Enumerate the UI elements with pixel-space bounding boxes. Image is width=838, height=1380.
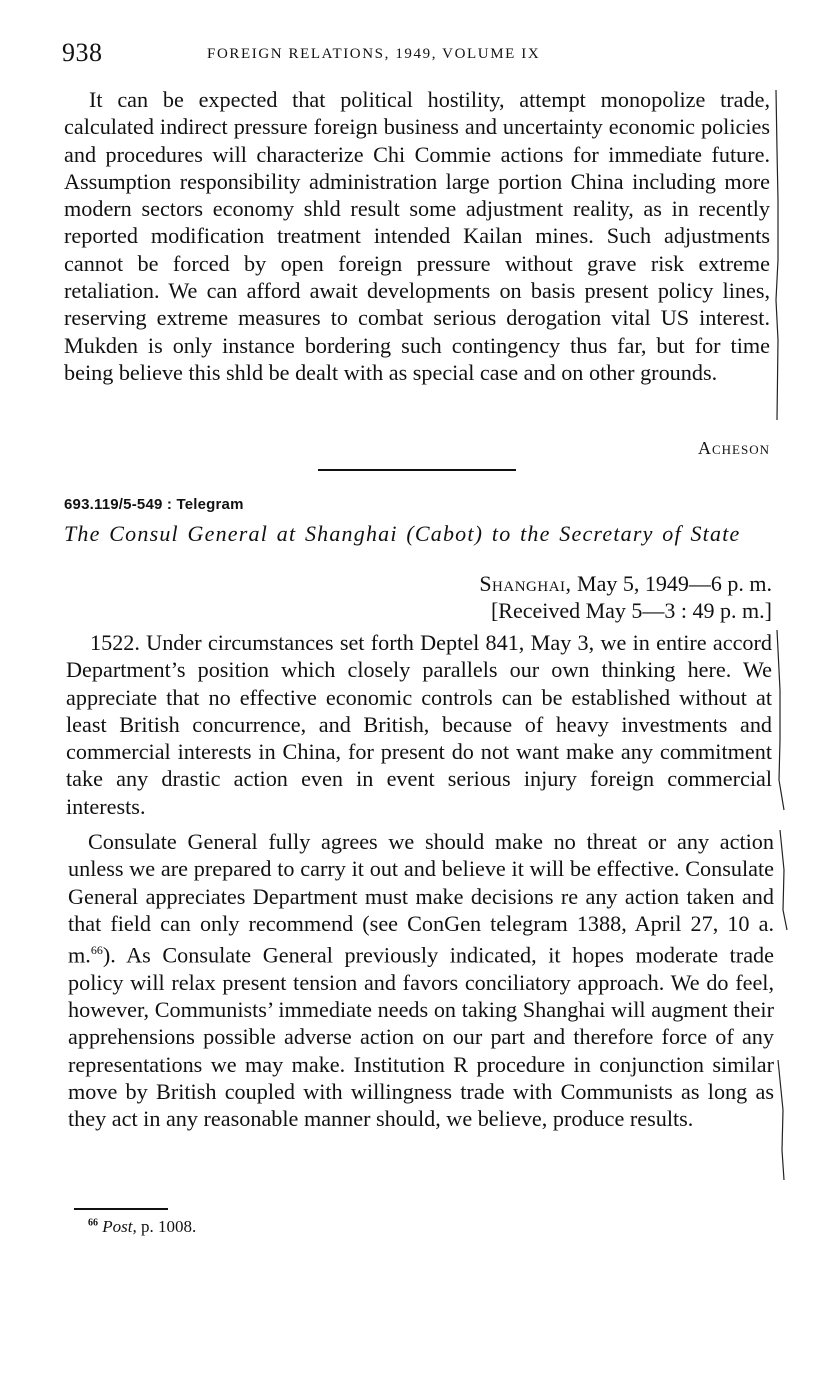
paragraph-2-text-b: ). As Consulate General previously indicated, it hopes moderate trade policy will relax present tension and favors conciliatory approach. We do feel, however, Communists’ immediate needs on taking Shanghai will augment their apprehensions possible adverse action on our part and therefore force of any representations we may make. Institution R procedure in conjunction similar move by British coupled with willingness trade with Communists as long as they act in any reasonable manner should, we believe, produce results. <box>68 942 774 1132</box>
section-divider-rule <box>318 469 516 471</box>
paragraph-2-text-a: Consulate General fully agrees we should make no threat or any action unless we are prepared to carry it out and believe it will be effective. Consulate General appreciates Department must make decisions re any action taken and that field can only recommend (see ConGen telegram 1388, April 27, 10 a. m. <box>68 829 774 968</box>
footnote-source: Post, <box>102 1217 137 1236</box>
footnote-rule <box>74 1208 168 1210</box>
dateline <box>479 570 772 624</box>
footnote <box>88 1217 196 1237</box>
sent-line <box>479 570 772 597</box>
place-name: Shanghai, <box>479 571 572 596</box>
document-title: The Consul General at Shanghai (Cabot) to the Secretary of State <box>64 521 741 546</box>
signature-acheson: Acheson <box>697 438 770 458</box>
page-number: 938 <box>62 38 103 67</box>
running-header <box>62 38 772 72</box>
footnote-reference: 66 <box>90 943 103 958</box>
footnote-page: p. 1008. <box>140 1217 197 1236</box>
telegram-paragraph-1: 1522. Under circumstances set forth Deptel 841, May 3, we in entire accord Department’s position which closely parallels our own thinking here. We appreciate that no effective economic controls can be established without at least British concurrence, and British, because of heavy investments and commercial interests in China, for present do not want make any commitment take any drastic action even in event serious injury foreign commercial interests. <box>66 630 772 819</box>
running-title: FOREIGN RELATIONS, 1949, VOLUME IX <box>207 46 541 62</box>
received-line: [Received May 5—3 : 49 p. m.] <box>490 598 772 623</box>
file-reference: 693.119/5-549 : Telegram <box>64 496 244 513</box>
closing-paragraph-prior-document: It can be expected that political hostility, attempt monopolize trade, calculated indirect pressure foreign business and uncertainty economic policies and procedures will characterize Chi Commie actions for immediate future. Assumption responsibility administration large portion China including more modern sectors economy shld result some adjustment reality, as in recently reported modification treatment intended Kailan mines. Such adjustments cannot be forced by open foreign pressure without grave risk extreme retaliation. We can afford await developments on basis present policy lines, reserving extreme measures to combat serious derogation vital US interest. Mukden is only instance bordering such contingency thus far, but for time being believe this shld be dealt with as special case and on other grounds. <box>64 87 770 385</box>
footnote-mark: 66 <box>88 1217 98 1229</box>
telegram-paragraph-2 <box>68 828 774 1133</box>
sent-date: May 5, 1949—6 p. m. <box>577 571 772 596</box>
